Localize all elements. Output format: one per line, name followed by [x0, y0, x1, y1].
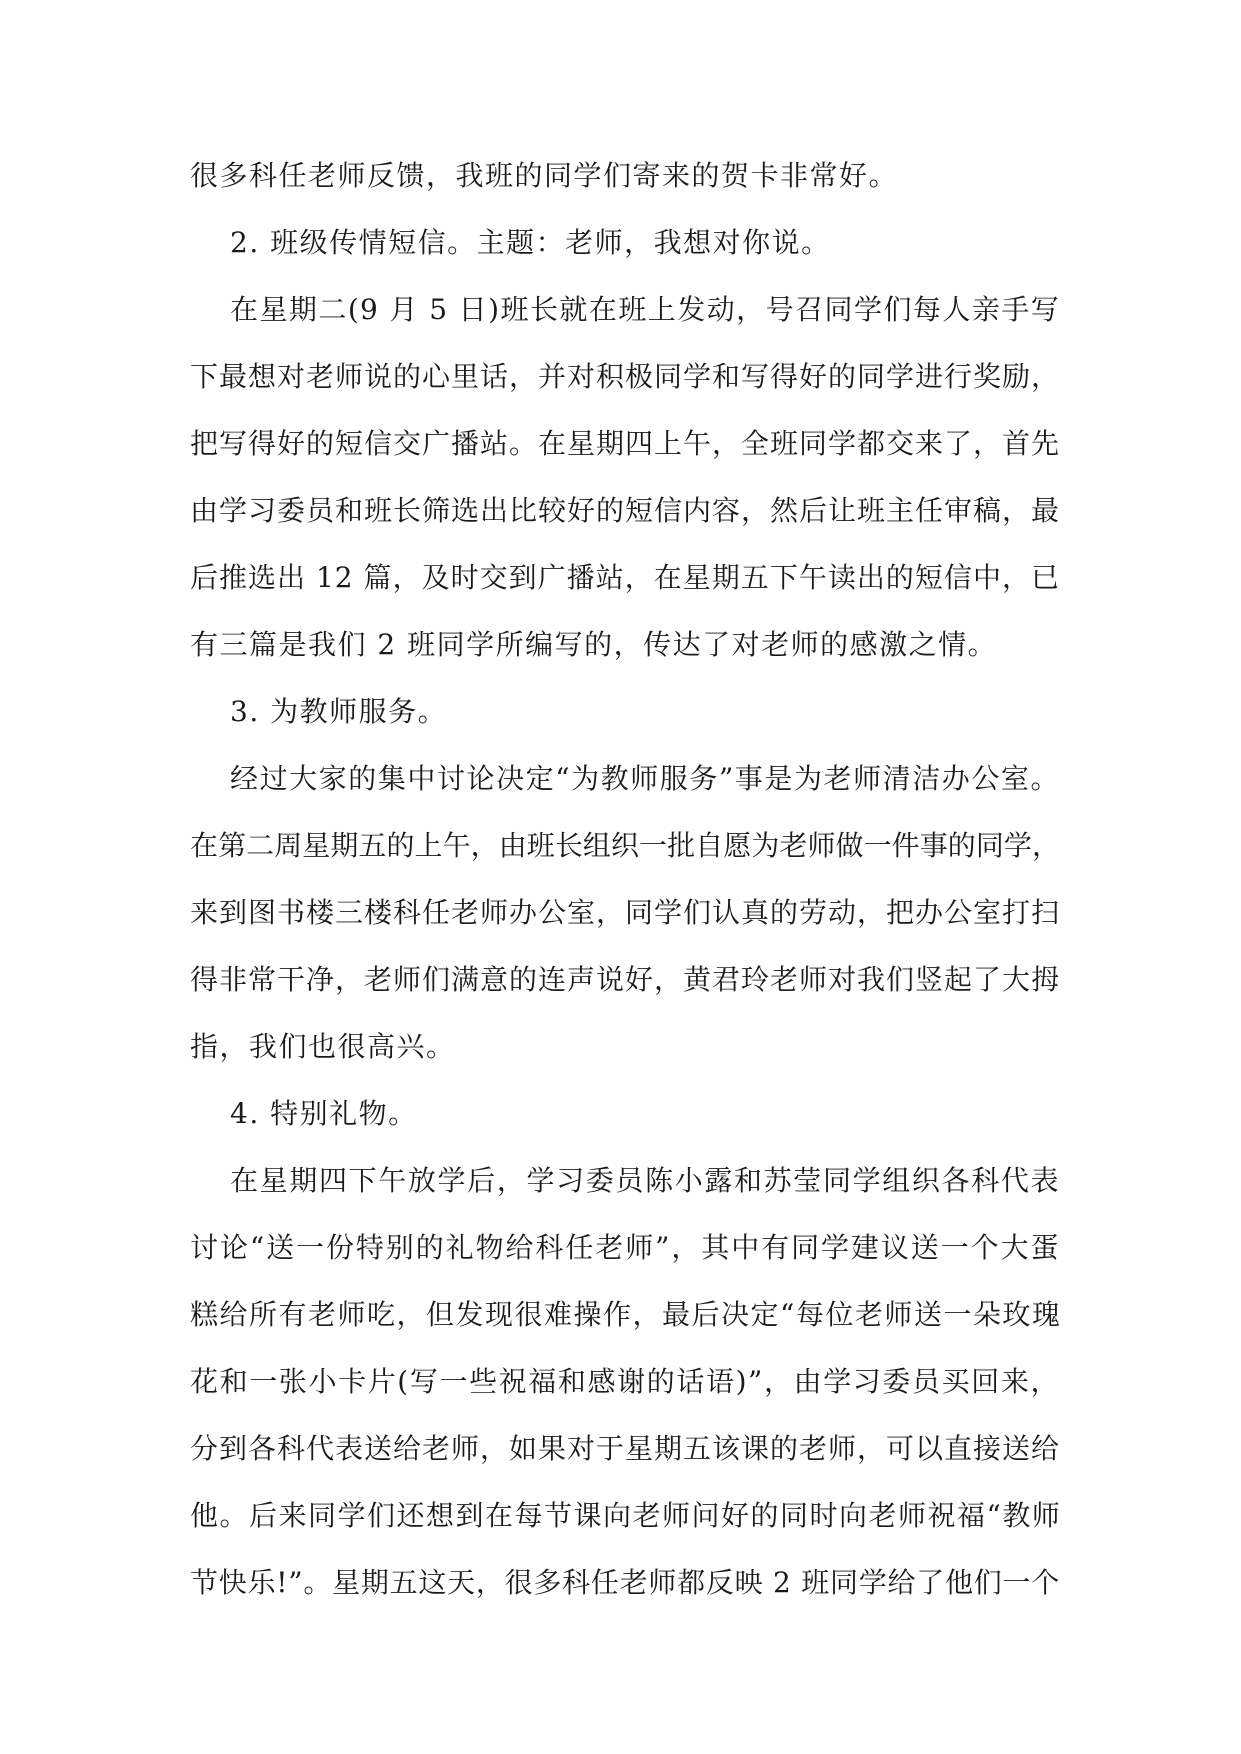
- text-line: 讨论“送一份特别的礼物给科任老师”，其中有同学建议送一个大蛋: [190, 1231, 1060, 1264]
- text-line: 2. 班级传情短信。主题：老师，我想对你说。: [230, 226, 831, 259]
- text-line: 在第二周星期五的上午，由班长组织一批自愿为老师做一件事的同学，: [190, 829, 1060, 862]
- text-line: 花和一张小卡片(写一些祝福和感谢的话语)”，由学习委员买回来，: [190, 1365, 1060, 1398]
- text-line: 得非常干净，老师们满意的连声说好，黄君玲老师对我们竖起了大拇: [190, 963, 1061, 996]
- text-line: 糕给所有老师吃，但发现很难操作，最后决定“每位老师送一朵玫瑰: [190, 1298, 1062, 1331]
- text-line: 他。后来同学们还想到在每节课向老师问好的同时向老师祝福“教师: [190, 1499, 1062, 1532]
- text-line: 3. 为教师服务。: [230, 695, 448, 728]
- text-line: 经过大家的集中讨论决定“为教师服务”事是为老师清洁办公室。: [230, 762, 1060, 795]
- text-line: 节快乐!”。星期五这天，很多科任老师都反映 2 班同学给了他们一个: [190, 1566, 1060, 1599]
- text-line: 来到图书楼三楼科任老师办公室，同学们认真的劳动，把办公室打扫: [190, 896, 1061, 929]
- text-line: 后推选出 12 篇，及时交到广播站，在星期五下午读出的短信中，已: [190, 561, 1060, 594]
- text-line: 由学习委员和班长筛选出比较好的短信内容，然后让班主任审稿，最: [190, 494, 1061, 527]
- body-text: [190, 158, 1060, 1632]
- text-line: 有三篇是我们 2 班同学所编写的，传达了对老师的感激之情。: [190, 628, 998, 661]
- text-line: 在星期四下午放学后，学习委员陈小露和苏莹同学组织各科代表: [230, 1164, 1060, 1197]
- text-line: 很多科任老师反馈，我班的同学们寄来的贺卡非常好。: [190, 159, 899, 192]
- text-line: 指，我们也很高兴。: [190, 1030, 456, 1063]
- text-line: 分到各科代表送给老师，如果对于星期五该课的老师，可以直接送给: [190, 1432, 1061, 1465]
- text-line: 4. 特别礼物。: [230, 1097, 418, 1130]
- text-line: 在星期二(9 月 5 日)班长就在班上发动，号召同学们每人亲手写: [230, 293, 1060, 326]
- text-line: 下最想对老师说的心里话，并对积极同学和写得好的同学进行奖励，: [190, 360, 1061, 393]
- text-line: 把写得好的短信交广播站。在星期四上午，全班同学都交来了，首先: [190, 427, 1061, 460]
